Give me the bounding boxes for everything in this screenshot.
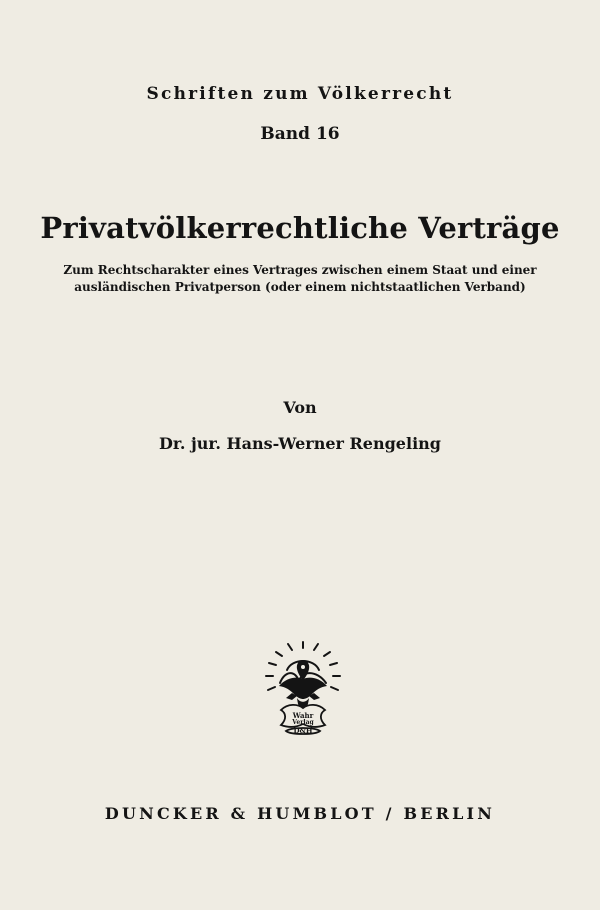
logo-banner-text: D&H bbox=[293, 726, 313, 735]
subtitle-line-2: ausländischen Privatperson (oder einem nichtstaatlichen Verband) bbox=[74, 280, 526, 294]
by-label: Von bbox=[283, 398, 317, 417]
publisher-logo-icon bbox=[262, 640, 344, 738]
subtitle-line-1: Zum Rechtscharakter eines Vertrages zwischen einem Staat und einer bbox=[63, 263, 537, 277]
series-title: Schriften zum Völkerrecht bbox=[146, 84, 454, 104]
logo-ribbon-line-2: Verlag bbox=[292, 719, 314, 726]
author-name: Dr. jur. Hans-Werner Rengeling bbox=[159, 434, 441, 453]
logo-ribbon-line-1: Wahr bbox=[292, 711, 314, 720]
book-subtitle bbox=[0, 262, 600, 296]
volume-number: Band 16 bbox=[260, 124, 340, 144]
publisher-name: DUNCKER & HUMBLOT / BERLIN bbox=[104, 804, 496, 823]
book-title: Privatvölkerrechtliche Verträge bbox=[40, 211, 560, 245]
